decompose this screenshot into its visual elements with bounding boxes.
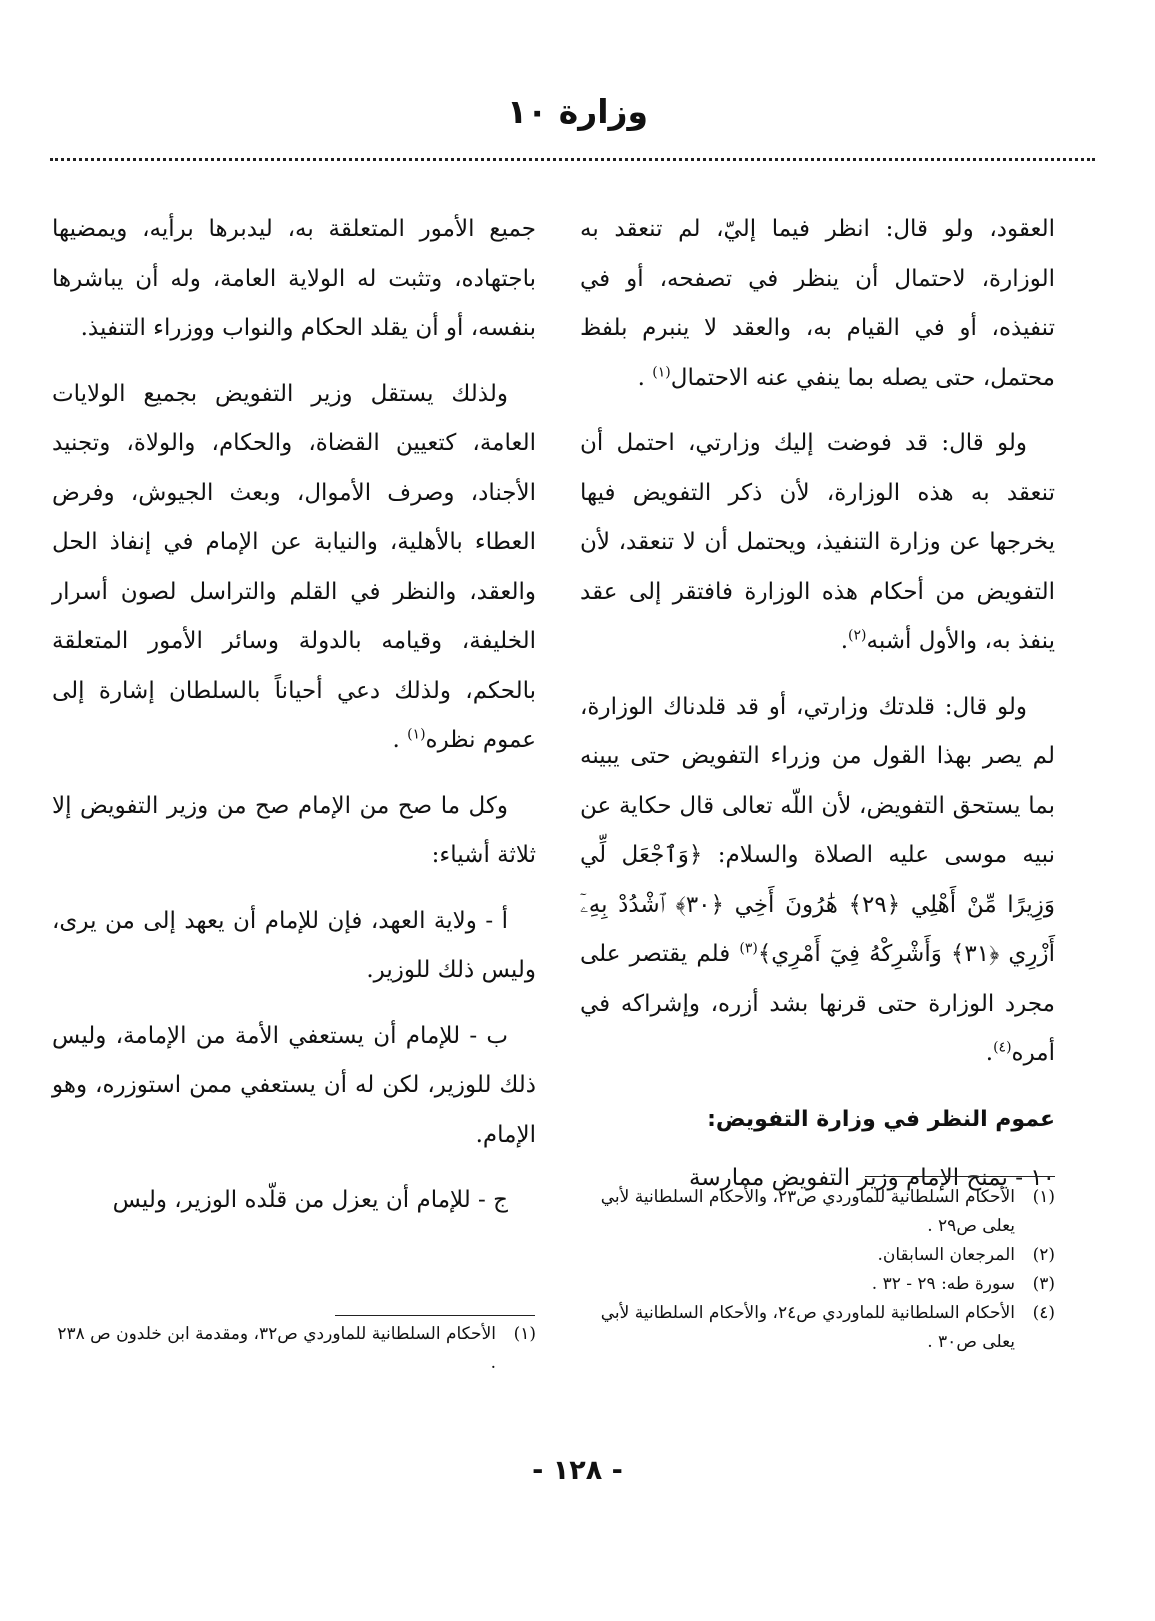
paragraph: جميع الأمور المتعلقة به، ليدبرها برأيه، ويمضيها باجتهاده، وتثبت له الولاية العامة، وله أن يباشرها بنفسه، أو أن يقلد الحكام والنواب ووزراء التنفيذ. [52,216,536,341]
footnote [575,1299,1055,1357]
footnotes-left [52,1320,536,1378]
page-number: - ١٢٨ - [532,1455,623,1486]
footnote-text: الأحكام السلطانية للماوردي ص٢٣، والأحكام السلطانية لأبي يعلى ص٢٩ . [600,1187,1015,1236]
paragraph: ب - للإمام أن يستعفي الأمة من الإمامة، وليس ذلك للوزير، لكن له أن يستعفي ممن استوزره، وهو الإمام. [52,1022,536,1148]
paragraph: أ - ولاية العهد، فإن للإمام أن يعهد إلى من يرى، وليس ذلك للوزير. [52,907,536,983]
paragraph-end: . [840,628,849,654]
paragraph [580,205,1055,403]
quran-verse: ﴿وَٱجْعَل لِّي وَزِيرًا مِّنْ أَهْلِي ﴿٢٩﴾ هَٰرُونَ أَخِي ﴿٣٠﴾ ٱشْدُدْ بِهِۦٓ أَزْرِي ﴿٣١﴾ وَأَشْرِكْهُ فِيٓ أَمْرِي﴾ [580,842,1056,967]
footnotes-right [575,1183,1055,1357]
section-heading: عموم النظر في وزارة التفويض: [707,1106,1055,1132]
left-column [52,205,536,1242]
paragraph [580,683,1055,1079]
paragraph-text: ولو قال: قد فوضت إليك وزارتي، احتمل أن تنعقد به هذه الوزارة، لأن ذكر التفويض فيها يخرجها عن وزارة التنفيذ، ويحتمل أن لا تنعقد، لأن التفويض من أحكام هذه الوزارة فافتقر إلى عقد ينفذ به، والأول أشبه [580,430,1055,654]
footnote-number: (٣) [1032,1274,1055,1294]
footnote-ref: (٢) [848,627,867,644]
page-header [60,92,1095,132]
footnote-number: (٤) [1032,1303,1055,1323]
footnote-ref: (٤) [993,1039,1012,1056]
footnote-number: (١) [1032,1187,1055,1207]
footnote-text: المرجعان السابقان. [877,1245,1015,1265]
footnote-ref: (١) [652,363,671,380]
footnote-number: (١) [513,1324,536,1344]
footnote-number: (٢) [1032,1245,1055,1265]
paragraph: ج - للإمام أن يعزل من قلّده الوزير، وليس [112,1187,508,1213]
paragraph-text: ولو قال: قلدتك وزارتي، أو قد قلدناك الوزارة، لم يصر بهذا القول من وزراء التفويض حتى يبينه بما يستحق التفويض، لأن اللّه تعالى قال حكاية عن نبيه موسى عليه الصلاة والسلام: [580,693,1056,868]
footnote-divider [865,1176,1055,1177]
footnote-divider [335,1315,535,1316]
paragraph-text: ولذلك يستقل وزير التفويض بجميع الولايات العامة، كتعيين القضاة، والحكام، والولاة، وتجنيد الأجناد، وصرف الأموال، وبعث الجيوش، وفرض العطاء بالأهلية، والنيابة عن الإمام في إنفاذ الحل والعقد، والنظر في القلم والتراسل لصون أسرار الخليفة، وقيامه بالدولة وسائر الأمور المتعلقة بالحكم، ولذلك دعي أحياناً بالسلطان إشارة إلى عموم نظره [52,380,536,753]
footnote-ref: (١) [407,726,426,743]
paragraph: ١٠ - يمنح الإمام وزير التفويض ممارسة [689,1165,1055,1191]
paragraph [52,370,536,766]
page-title: وزارة ١٠ [506,92,649,131]
footnote [575,1183,1055,1241]
footnote [52,1320,536,1378]
paragraph-end: . [985,1040,994,1066]
paragraph-end: . [637,364,645,391]
paragraph [580,419,1055,667]
footnote-text: الأحكام السلطانية للماوردي ص٣٢، ومقدمة ابن خلدون ص ٢٣٨ . [57,1324,496,1373]
header-divider [50,158,1095,161]
footnote-text: سورة طه: ٢٩ - ٣٢ . [871,1274,1015,1294]
paragraph-text: فلم يقتصر على مجرد الوزارة حتى قرنها بشد أزره، وإشراكه في أمره [580,941,1055,1066]
right-column [580,205,1055,1220]
paragraph-text: العقود، ولو قال: انظر فيما إليّ، لم تنعقد به الوزارة، لاحتمال أن ينظر في تصفحه، أو في تنفيذه، أو في القيام به، والعقد لا ينبرم بلفظ محتمل، حتى يصله بما ينفي عنه الاحتمال [580,216,1055,391]
footnote-ref: (٣) [739,940,758,957]
paragraph-end: . [392,727,400,753]
paragraph: وكل ما صح من الإمام صح من وزير التفويض إلا ثلاثة أشياء: [52,792,536,868]
footnote-text: الأحكام السلطانية للماوردي ص٢٤، والأحكام السلطانية لأبي يعلى ص٣٠ . [600,1303,1015,1352]
footnote [575,1270,1055,1299]
footnote [575,1241,1055,1270]
